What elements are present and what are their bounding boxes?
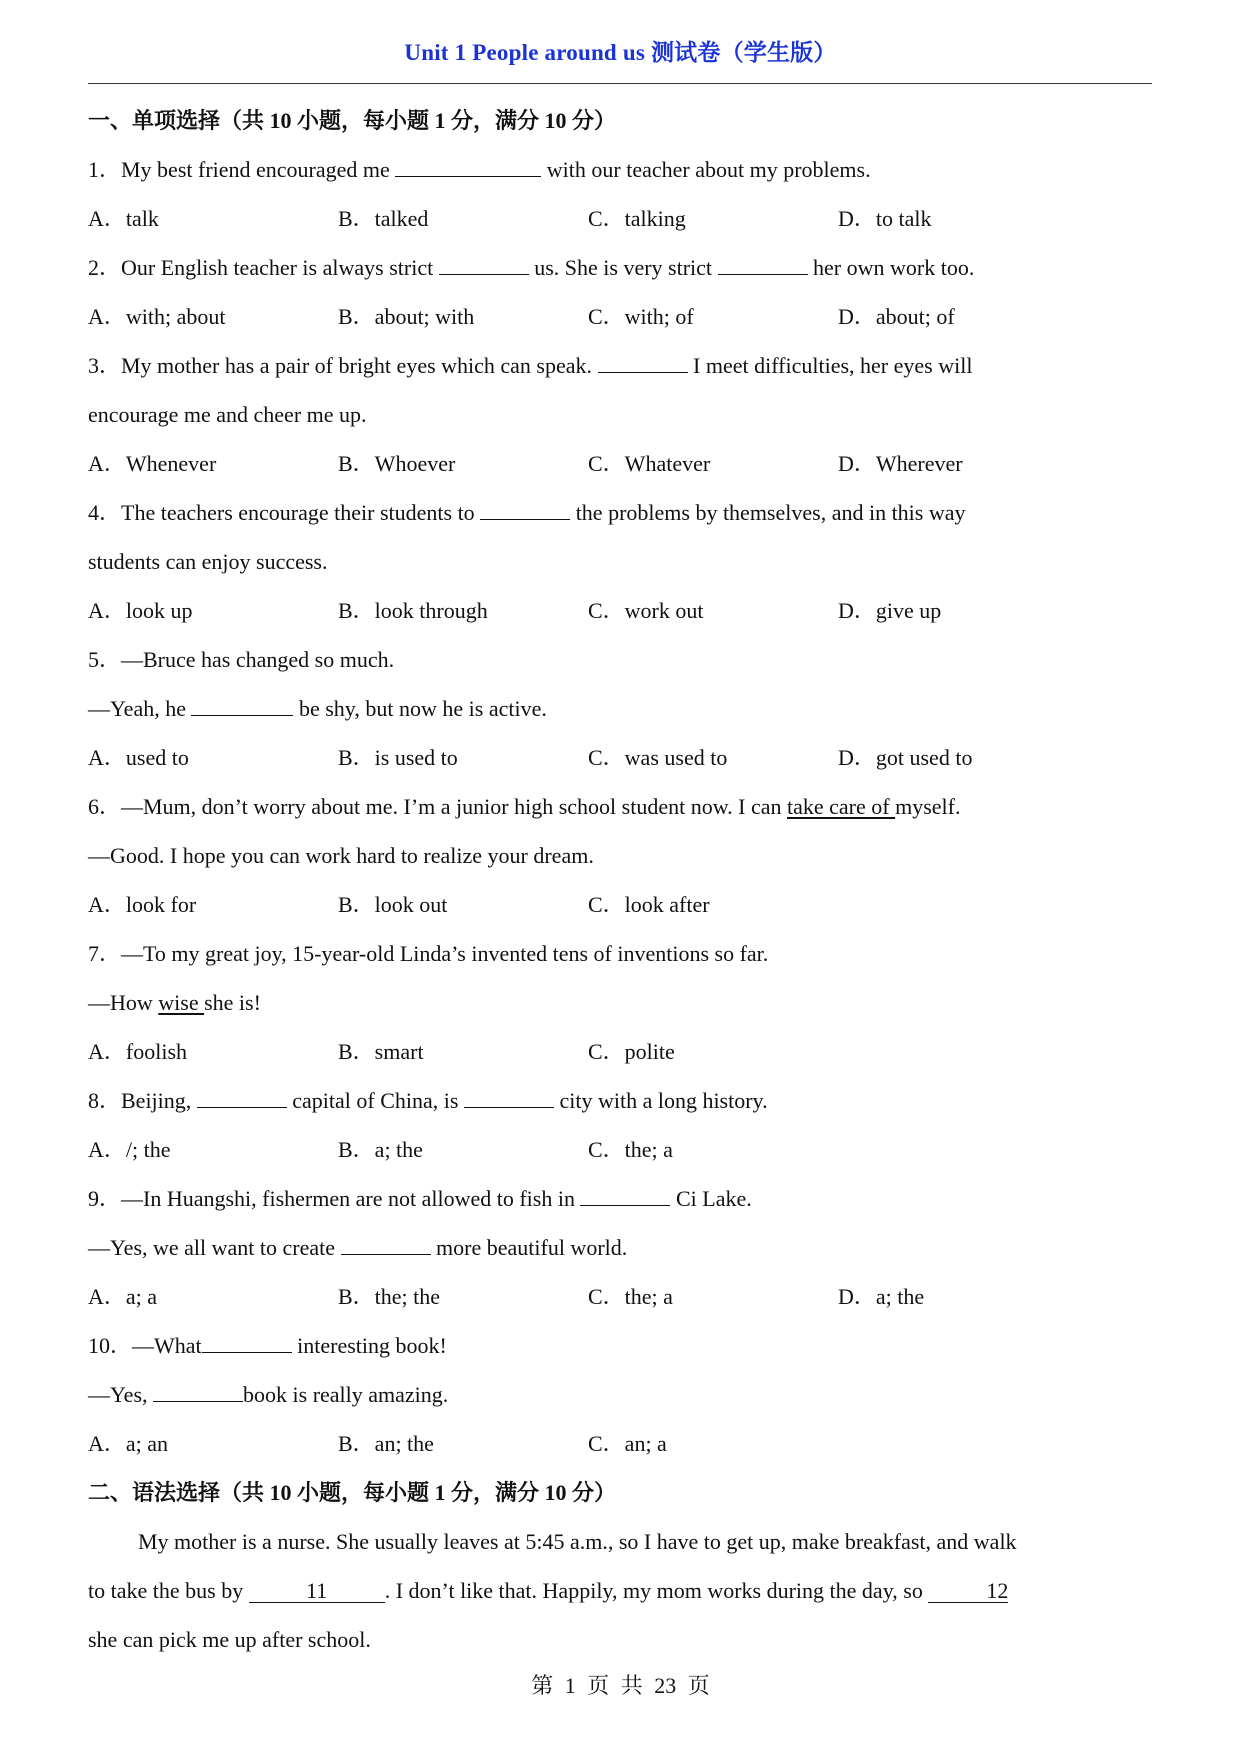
question-text: with our teacher about my problems.	[541, 157, 871, 182]
answer-blank	[191, 693, 293, 716]
passage-text: . I don’t like that. Happily, my mom works during the day, so	[384, 1578, 929, 1603]
question-1	[88, 145, 1152, 194]
option-a: A．used to	[88, 745, 189, 770]
options-row	[88, 733, 1152, 782]
question-2	[88, 243, 1152, 292]
numbered-blank-11: 11	[249, 1580, 385, 1603]
question-text: capital of China, is	[286, 1088, 464, 1113]
question-text: 2．Our English teacher is always strict	[88, 255, 439, 280]
answer-blank	[153, 1379, 243, 1402]
option-a: A．talk	[88, 206, 159, 231]
answer-blank	[598, 350, 688, 373]
document-title: Unit 1 People around us 测试卷（学生版）	[404, 40, 837, 65]
section-heading-2: 二、语法选择（共 10 小题，每小题 1 分，满分 10 分）	[88, 1480, 617, 1505]
options-row	[88, 586, 1152, 635]
question-text: she is!	[204, 990, 261, 1015]
passage-line-2	[88, 1566, 1152, 1615]
answer-blank	[480, 497, 570, 520]
option-c: C．polite	[588, 1039, 675, 1064]
question-7: 7．—To my great joy, 15-year-old Linda’s invented tens of inventions so far.	[88, 941, 769, 966]
answer-blank	[202, 1330, 292, 1353]
option-b: B．an; the	[338, 1431, 434, 1456]
question-text: myself.	[895, 794, 961, 819]
option-d: D．got used to	[838, 745, 973, 770]
options-row	[88, 292, 1152, 341]
question-text: book is really amazing.	[243, 1382, 449, 1407]
option-d: D．give up	[838, 598, 942, 623]
option-b: B．is used to	[338, 745, 458, 770]
question-5: 5．—Bruce has changed so much.	[88, 647, 395, 672]
passage-text: to take the bus by	[88, 1578, 249, 1603]
passage-line-1: My mother is a nurse. She usually leaves at 5:45 a.m., so I have to get up, make breakfast, and walk	[138, 1529, 1017, 1554]
question-text: —Yes,	[88, 1382, 154, 1407]
option-b: B．look through	[338, 598, 488, 623]
question-3-continued: encourage me and cheer me up.	[88, 402, 367, 427]
question-8	[88, 1076, 1152, 1125]
question-text: —Yeah, he	[88, 696, 192, 721]
option-d: D．a; the	[838, 1284, 925, 1309]
option-c: C．an; a	[588, 1431, 667, 1456]
option-b: B．Whoever	[338, 451, 456, 476]
question-6-reply: —Good. I hope you can work hard to realize your dream.	[88, 843, 594, 868]
question-text: —How	[88, 990, 159, 1015]
option-b: B．smart	[338, 1039, 424, 1064]
answer-blank	[341, 1232, 431, 1255]
option-a: A．look up	[88, 598, 193, 623]
question-text: her own work too.	[807, 255, 975, 280]
question-9	[88, 1174, 1152, 1223]
underlined-word: wise	[158, 990, 205, 1015]
question-text: the problems by themselves, and in this way	[570, 500, 966, 525]
option-d: D．to talk	[838, 206, 932, 231]
option-c: C．look after	[588, 892, 710, 917]
page-number: 第 1 页 共 23 页	[531, 1673, 710, 1698]
question-10	[88, 1321, 1152, 1370]
section-heading-1: 一、单项选择（共 10 小题，每小题 1 分，满分 10 分）	[88, 108, 617, 133]
underlined-phrase: take care of	[787, 794, 896, 819]
question-6	[88, 782, 1152, 831]
options-row	[88, 439, 1152, 488]
option-a: A．foolish	[88, 1039, 188, 1064]
question-text: city with a long history.	[553, 1088, 768, 1113]
option-b: B．look out	[338, 892, 448, 917]
option-b: B．a; the	[338, 1137, 423, 1162]
question-text: be shy, but now he is active.	[293, 696, 547, 721]
answer-blank	[464, 1085, 554, 1108]
question-text: 1．My best friend encouraged me	[88, 157, 396, 182]
header-rule	[88, 83, 1152, 84]
answer-blank	[580, 1183, 670, 1206]
option-d: D．Wherever	[838, 451, 963, 476]
option-d: D．about; of	[838, 304, 955, 329]
option-a: A．look for	[88, 892, 197, 917]
question-text: 3．My mother has a pair of bright eyes which can speak.	[88, 353, 598, 378]
question-text: more beautiful world.	[430, 1235, 628, 1260]
numbered-blank-12: 12	[928, 1580, 1008, 1603]
option-a: A．/; the	[88, 1137, 171, 1162]
option-c: C．Whatever	[588, 451, 711, 476]
option-c: C．work out	[588, 598, 704, 623]
question-text: Ci Lake.	[670, 1186, 752, 1211]
question-text: 10．—What	[88, 1333, 202, 1358]
question-4	[88, 488, 1152, 537]
question-text: interesting book!	[291, 1333, 447, 1358]
question-text: 4．The teachers encourage their students to	[88, 500, 481, 525]
option-b: B．talked	[338, 206, 429, 231]
answer-blank	[197, 1085, 287, 1108]
question-10-reply	[88, 1370, 1152, 1419]
option-c: C．was used to	[588, 745, 728, 770]
options-row	[88, 1125, 1152, 1174]
options-row	[88, 1027, 1152, 1076]
question-5-reply	[88, 684, 1152, 733]
question-text: —Yes, we all want to create	[88, 1235, 341, 1260]
option-c: C．the; a	[588, 1284, 673, 1309]
option-c: C．talking	[588, 206, 686, 231]
option-b: B．the; the	[338, 1284, 441, 1309]
answer-blank	[439, 252, 529, 275]
options-row	[88, 880, 1152, 929]
passage-line-3: she can pick me up after school.	[88, 1627, 371, 1652]
answer-blank	[718, 252, 808, 275]
options-row	[88, 194, 1152, 243]
question-9-reply	[88, 1223, 1152, 1272]
question-7-reply	[88, 978, 1152, 1027]
question-text: 6．—Mum, don’t worry about me. I’m a junior high school student now. I can	[88, 794, 788, 819]
option-a: A．Whenever	[88, 451, 217, 476]
option-c: C．the; a	[588, 1137, 673, 1162]
question-4-continued: students can enjoy success.	[88, 549, 328, 574]
question-3	[88, 341, 1152, 390]
option-a: A．a; an	[88, 1431, 169, 1456]
answer-blank	[395, 154, 541, 177]
document-body	[88, 96, 1152, 1664]
options-row	[88, 1272, 1152, 1321]
option-a: A．with; about	[88, 304, 226, 329]
question-text: I meet difficulties, her eyes will	[687, 353, 973, 378]
options-row	[88, 1419, 1152, 1468]
option-b: B．about; with	[338, 304, 475, 329]
question-text: 9．—In Huangshi, fishermen are not allowed to fish in	[88, 1186, 581, 1211]
question-text: us. She is very strict	[528, 255, 718, 280]
question-text: 8．Beijing,	[88, 1088, 197, 1113]
option-a: A．a; a	[88, 1284, 158, 1309]
option-c: C．with; of	[588, 304, 694, 329]
